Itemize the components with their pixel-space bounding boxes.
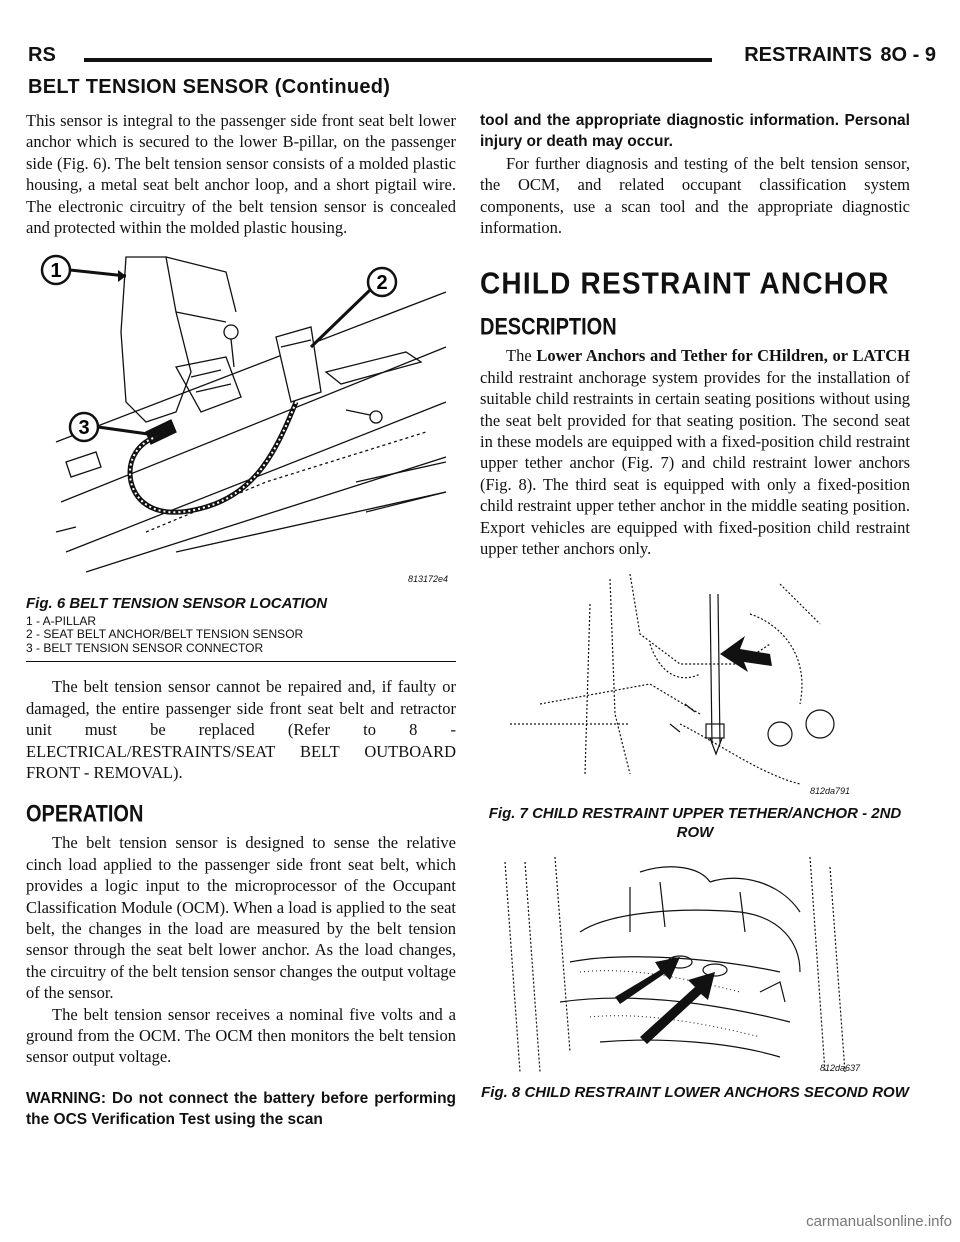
replacement-paragraph: The belt tension sensor cannot be repaired and, if faulty or damaged, the entire passenger side front seat belt and retractor unit must be replaced (Refer to 8 - ELECTRICAL/RESTRAINTS/SEAT BELT OUTBOARD FRONT - REMOVAL). <box>26 677 456 782</box>
watermark: carmanualsonline.info <box>806 1213 952 1230</box>
chapter-heading: CHILD RESTRAINT ANCHOR <box>480 266 890 301</box>
fig8-code: 812da637 <box>819 1062 860 1073</box>
legend-item: 3 - BELT TENSION SENSOR CONNECTOR <box>26 640 264 655</box>
left-column <box>26 110 456 1131</box>
fig6-figure <box>26 252 456 587</box>
header-chapter: RESTRAINTS <box>744 44 872 66</box>
operation-heading: OPERATION <box>26 801 144 828</box>
callout-1: 1 <box>50 260 62 283</box>
fig6-code: 813172e4 <box>407 573 448 584</box>
latch-bold-term: Lower Anchors and Tether for CHildren, or LATCH <box>536 346 910 366</box>
fig7-caption: Fig. 7 CHILD RESTRAINT UPPER TETHER/ANCHOR - 2ND ROW <box>488 804 902 841</box>
header-section-code: RS <box>28 44 56 66</box>
fig6-caption: Fig. 6 BELT TENSION SENSOR LOCATION <box>26 594 328 612</box>
right-column <box>480 110 910 1102</box>
description-heading: DESCRIPTION <box>480 314 617 341</box>
header-rule <box>84 58 712 62</box>
fig7-figure <box>480 574 910 804</box>
latch-paragraph <box>480 345 910 559</box>
section-title: BELT TENSION SENSOR (Continued) <box>28 76 391 98</box>
warning-text-start: WARNING: Do not connect the battery before performing the OCS Verification Test using the scan <box>26 1089 456 1129</box>
callout-3: 3 <box>78 417 90 440</box>
warning-text-end: tool and the appropriate diagnostic information. Personal injury or death may occur. <box>480 112 910 151</box>
fig6-legend <box>26 615 456 656</box>
legend-item: 2 - SEAT BELT ANCHOR/BELT TENSION SENSOR <box>26 627 304 642</box>
header-page-number: 8O - 9 <box>880 44 936 66</box>
fig7-illustration <box>480 574 910 804</box>
fig7-code: 812da791 <box>809 785 850 796</box>
diagnosis-paragraph: For further diagnosis and testing of the belt tension sensor, the OCM, and related occupant classification system components, use a scan tool and the appropriate diagnostic information. <box>480 153 910 238</box>
operation-paragraph-2: The belt tension sensor receives a nominal five volts and a ground from the OCM. The OCM then monitors the belt tension sensor output voltage. <box>26 1004 456 1067</box>
fig8-figure <box>480 852 910 1077</box>
callout-2: 2 <box>376 272 388 295</box>
operation-paragraph-1: The belt tension sensor is designed to sense the relative cinch load applied to the passenger side front seat belt, which provides a logic input to the microprocessor of the Occupant Classification Module (OCM). When a load is applied to the seat belt, the changes in the load are measured by the belt tension sensor through the seat belt lower anchor. As the load changes, the circuitry of the belt tension sensor changes the output voltage of the sensor. <box>26 833 456 1003</box>
latch-rest: child restraint anchorage system provides for the installation of suitable child restraints in certain seating positions without using the seat belt provided for that seating position. The second seat in these models are equipped with a fixed-position child restraint upper tether anchor (Fig. 7) and child restraint lower anchors (Fig. 8). The third seat is equipped with only a fixed-position child restraint upper tether anchor in the middle seating position. Export vehicles are equipped with fixed-position child restraint upper tether anchors only. <box>480 367 910 559</box>
fig6-divider <box>26 661 456 662</box>
legend-item: 1 - A-PILLAR <box>26 613 97 628</box>
fig8-caption: Fig. 8 CHILD RESTRAINT LOWER ANCHORS SECOND ROW <box>481 1083 909 1101</box>
fig6-illustration <box>26 252 456 582</box>
intro-paragraph: This sensor is integral to the passenger side front seat belt lower anchor which is secured to the lower B-pillar, on the passenger side (Fig. 6). The belt tension sensor consists of a molded plastic housing, a metal seat belt anchor loop, and a short pigtail wire. The electronic circuitry of the belt tension sensor is concealed and protected within the molded plastic housing. <box>26 111 456 238</box>
latch-the: The <box>506 346 537 366</box>
fig8-illustration <box>480 852 910 1077</box>
